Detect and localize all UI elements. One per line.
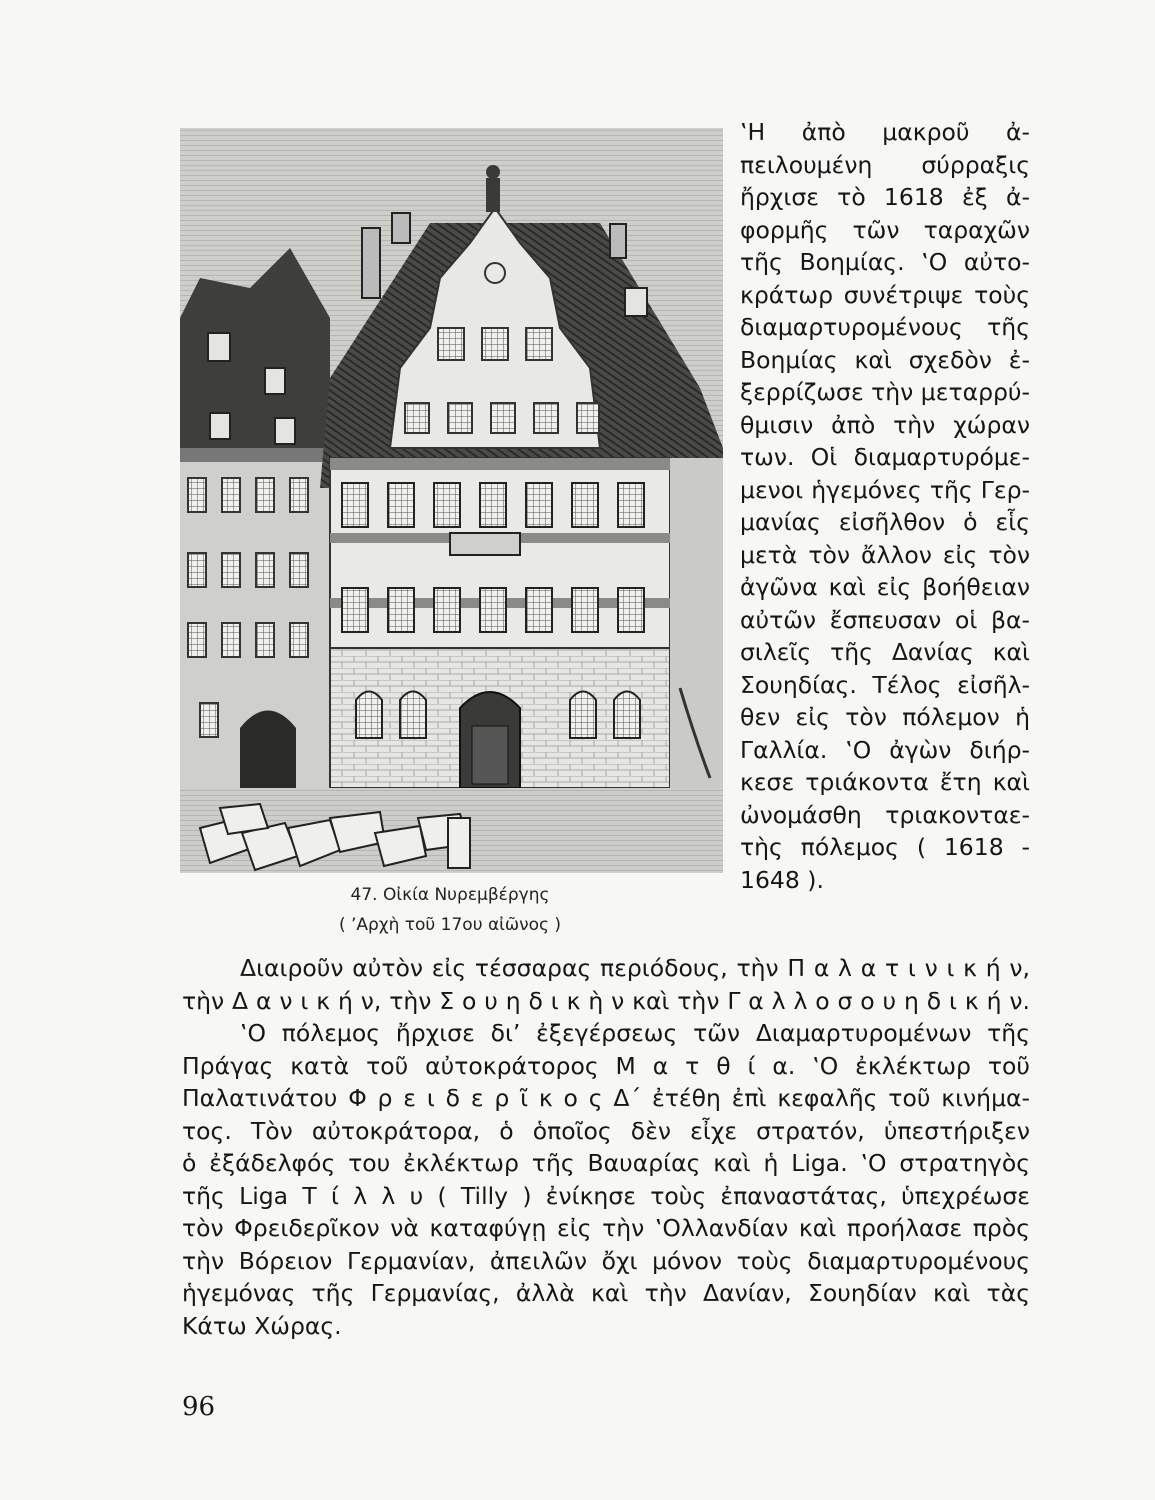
body-text-line: ὁ ἐξάδελφός του ἐκλέκτωρ τῆς Βαυαρίας καὶ ἡ Liga. ‛Ο στρατηγὸς — [182, 1149, 1030, 1177]
body-text-line: τὴν Δ α ν ι κ ή ν, τὴν Σ ο υ η δ ι κ ὴ ν καὶ τὴν Γ α λ λ ο σ ο υ η δ ι κ ή ν. — [182, 986, 1030, 1015]
side-text-line: ἀγῶνα καὶ εἰς βοήθειαν — [740, 573, 1030, 601]
side-text-line: αὐτῶν ἔσπευσαν οἱ βα- — [740, 605, 1030, 634]
house-engraving — [180, 128, 723, 873]
side-text-line: πειλουμένη σύρραξις — [740, 150, 1030, 179]
side-text-line: μενοι ἡγεμόνες τῆς Γερ- — [740, 475, 1030, 504]
side-text-line: Βοημίας καὶ σχεδὸν ἐ- — [740, 345, 1030, 374]
body-text-line: τὴν Βόρειον Γερμανίαν, ἀπειλῶν ὄχι μόνον τοὺς διαμαρτυρομένους — [182, 1246, 1030, 1275]
side-text-line: σιλεῖς τῆς Δανίας καὶ — [740, 638, 1030, 666]
body-text-line: Κάτω Χώρας. — [182, 1311, 342, 1340]
body-text — [182, 952, 1030, 1342]
side-text-line: θμισιν ἀπὸ τὴν χώραν — [740, 410, 1030, 439]
body-text-line: τῆς Liga Τ ί λ λ υ ( Tilly ) ἐνίκησε τοὺς ἐπαναστάτας, ὑπεχρέωσε — [182, 1181, 1030, 1210]
side-text-line: ἤρχισε τὸ 1618 ἐξ ἀ- — [740, 183, 1030, 211]
body-text-line: τὸν Φρειδερῖκον νὰ καταφύγῃ εἰς τὴν ‛Ολλανδίαν καὶ προήλασε πρὸς — [182, 1214, 1030, 1242]
side-text-line: ‛Η ἀπὸ μακροῦ ἀ- — [740, 118, 1030, 146]
body-text-line: ἡγεμόνας τῆς Γερμανίας, ἀλλὰ καὶ τὴν Δανίαν, Σουηδίαν καὶ τὰς — [182, 1279, 1030, 1307]
side-text-line: φορμῆς τῶν ταραχῶν — [740, 215, 1030, 244]
body-text-line: Διαιροῦν αὐτὸν εἰς τέσσαρας περιόδους, τὴν Π α λ α τ ι ν ι κ ή ν, — [240, 954, 1030, 982]
body-text-line: Παλατινάτου Φ ρ ε ι δ ε ρ ῖ κ ο ς Δ΄ ἐτέθη ἐπὶ κεφαλῆς τοῦ κινήμα- — [182, 1084, 1030, 1112]
page-number: 96 — [182, 1392, 216, 1422]
body-text-line: ‛Ο πόλεμος ἤρχισε δι’ ἐξεγέρσεως τῶν Διαμαρτυρομένων τῆς — [240, 1019, 1030, 1047]
side-text-line: Γαλλία. ‛Ο ἀγὼν διήρ- — [740, 735, 1030, 764]
caption-title: 47. Οἰκία Νυρεμβέργης — [350, 885, 550, 905]
side-text-column — [740, 116, 1030, 896]
side-text-line: τὴς πόλεμος ( 1618 - — [740, 833, 1030, 861]
side-text-line: μανίας εἰσῆλθον ὁ εἷς — [740, 508, 1030, 536]
side-text-line: ὠνομάσθη τριακονταε- — [740, 800, 1030, 829]
side-text-line: θεν εἰς τὸν πόλεμον ἡ — [740, 703, 1030, 731]
caption-date: ( ’Αρχὴ τοῦ 17ου αἰῶνος ) — [338, 915, 562, 935]
side-text-line: των. Οἱ διαμαρτυρόμε- — [740, 443, 1030, 471]
body-text-line: τος. Τὸν αὐτοκράτορα, ὁ ὁποῖος δὲν εἶχε στρατόν, ὑπεστήριξεν — [182, 1116, 1030, 1145]
side-text-line: μετὰ τὸν ἄλλον εἰς τὸν — [740, 540, 1030, 569]
figure-caption — [230, 880, 670, 940]
side-text-line: κεσε τριάκοντα ἔτη καὶ — [740, 768, 1030, 796]
side-text-line: κράτωρ συνέτριψε τοὺς — [740, 280, 1030, 309]
side-text-line: Σουηδίας. Τέλος εἰσῆλ- — [740, 670, 1030, 699]
side-text-line: διαμαρτυρομένους τῆς — [740, 313, 1030, 341]
side-text-line: ξερρίζωσε τὴν μεταρρύ- — [740, 378, 1030, 406]
side-text-line: 1648 ). — [740, 865, 824, 894]
body-text-line: Πράγας κατὰ τοῦ αὐτοκράτορος Μ α τ θ ί α. ‛Ο ἐκλέκτωρ τοῦ — [182, 1051, 1030, 1080]
side-text-line: τῆς Βοημίας. ‛Ο αὐτο- — [740, 248, 1030, 276]
